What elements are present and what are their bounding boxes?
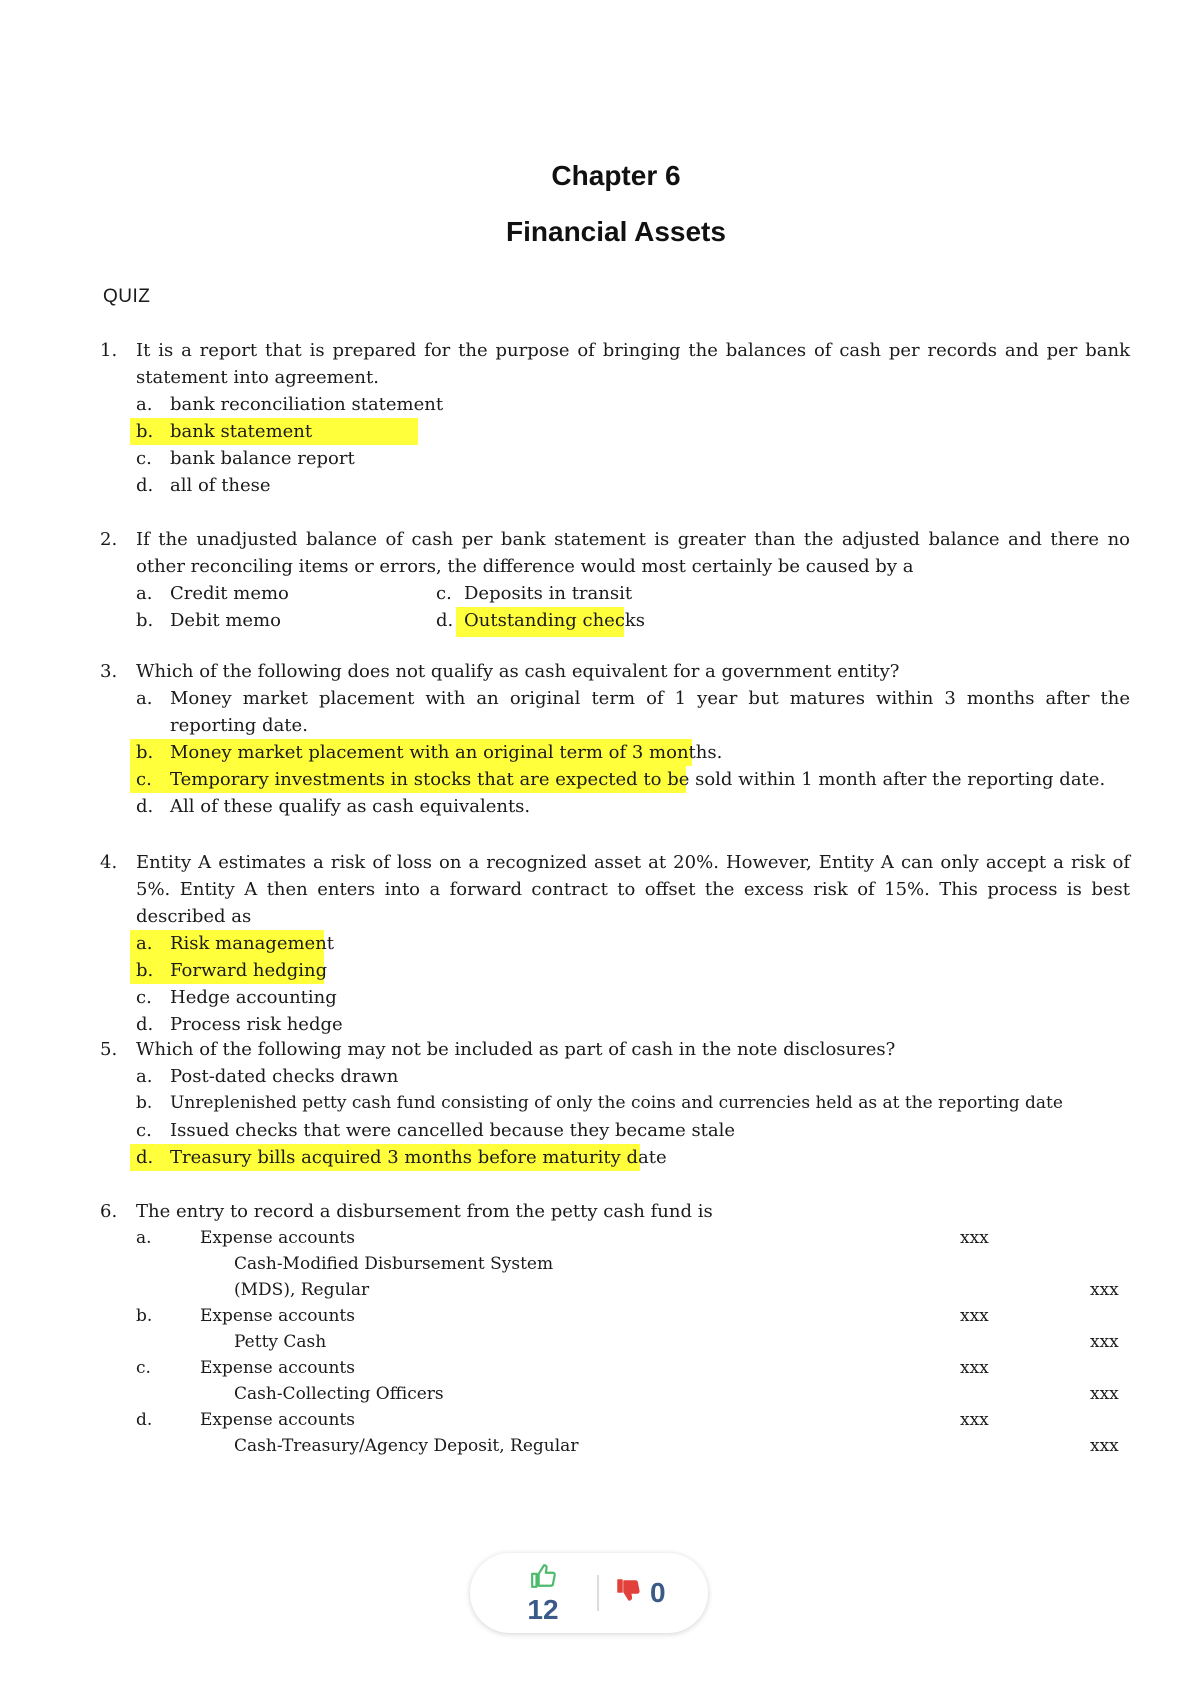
- option-a-highlighted: a. Risk management: [136, 930, 1130, 957]
- question-number: 4.: [100, 852, 118, 873]
- thumbs-down-icon: [616, 1578, 640, 1609]
- question-text: Which of the following does not qualify as cash equivalent for a government entity?: [136, 661, 900, 682]
- entry-b-debit: b. Expense accounts xxx: [136, 1306, 989, 1326]
- downvote-count: 0: [650, 1577, 666, 1608]
- question-number: 1.: [100, 340, 118, 361]
- question-number: 6.: [100, 1201, 118, 1222]
- option-c: c. Issued checks that were cancelled because they became stale: [136, 1120, 736, 1141]
- option-d: d. all of these: [136, 475, 271, 496]
- option-a: a. Money market placement with an original term of 1 year but matures within 3 months after the reporting date.: [136, 688, 1130, 736]
- entry-a-credit-line1: Cash-Modified Disbursement System: [234, 1254, 554, 1274]
- question-number: 2.: [100, 529, 118, 550]
- entry-b-credit: Petty Cash xxx: [234, 1332, 1119, 1352]
- option-b: b. Unreplenished petty cash fund consisting of only the coins and currencies held as at the reporting date: [136, 1093, 1063, 1113]
- question-5: [100, 1036, 1130, 1171]
- option-a: a. bank reconciliation statement: [136, 394, 444, 415]
- vote-divider: [597, 1575, 599, 1611]
- entry-a-credit-line2: (MDS), Regular xxx: [234, 1280, 1119, 1300]
- entry-c-debit: c. Expense accounts xxx: [136, 1358, 989, 1378]
- option-c: c. Hedge accounting: [136, 987, 337, 1008]
- question-3: [100, 658, 1130, 820]
- chapter-subject: Financial Assets: [506, 216, 726, 247]
- chapter-title: Chapter 6: [551, 160, 681, 191]
- upvote-button[interactable]: [518, 1563, 568, 1627]
- question-text: Entity A estimates a risk of loss on a recognized asset at 20%. However, Entity A can only accept a risk of 5%. Entity A then enters into a forward contract to offset the excess risk of 15%. This process is best described as: [136, 852, 1130, 927]
- question-text: It is a report that is prepared for the purpose of bringing the balances of cash per records and per bank statement into agreement.: [136, 340, 1130, 388]
- question-number: 3.: [100, 661, 118, 682]
- entry-a-debit: a. Expense accounts xxx: [136, 1228, 989, 1248]
- options-row-2: b. Debit memo d. Outstanding checks: [136, 607, 1130, 634]
- upvote-count: 12: [527, 1594, 559, 1625]
- option-b-highlighted: b. bank statement: [136, 418, 1130, 445]
- option-d: d. All of these qualify as cash equivalents.: [136, 796, 531, 817]
- question-text: Which of the following may not be included as part of cash in the note disclosures?: [136, 1039, 896, 1060]
- option-c: c. bank balance report: [136, 448, 355, 469]
- option-b-highlighted: b. Money market placement with an original term of 3 months.: [136, 739, 1130, 766]
- entry-d-debit: d. Expense accounts xxx: [136, 1410, 989, 1430]
- option-c-highlighted: c. Temporary investments in stocks that are expected to be sold within 1 month after the reporting date.: [136, 766, 1130, 793]
- journal-entries: [100, 1225, 1130, 1459]
- option-d: d. Process risk hedge: [136, 1014, 343, 1035]
- vote-widget: [470, 1553, 708, 1633]
- question-4: [100, 849, 1130, 1038]
- question-6: [100, 1198, 1130, 1459]
- option-b-highlighted: b. Forward hedging: [136, 957, 1130, 984]
- option-a: a. Post-dated checks drawn: [136, 1066, 399, 1087]
- downvote-button[interactable]: [616, 1573, 666, 1613]
- question-1: [100, 337, 1130, 499]
- question-number: 5.: [100, 1039, 118, 1060]
- question-text: If the unadjusted balance of cash per bank statement is greater than the adjusted balance and there no other reconciling items or errors, the difference would most certainly be caused by a: [136, 529, 1130, 577]
- entry-c-credit: Cash-Collecting Officers xxx: [234, 1384, 1119, 1404]
- options-row-1: a. Credit memo c. Deposits in transit: [136, 583, 633, 604]
- option-d-highlighted: d. Treasury bills acquired 3 months before maturity date: [136, 1144, 1130, 1171]
- thumbs-up-icon: [518, 1563, 568, 1593]
- question-2: [100, 526, 1130, 634]
- question-text: The entry to record a disbursement from the petty cash fund is: [136, 1201, 713, 1222]
- quiz-label: QUIZ: [103, 286, 151, 307]
- entry-d-credit: Cash-Treasury/Agency Deposit, Regular xxx: [234, 1436, 1119, 1456]
